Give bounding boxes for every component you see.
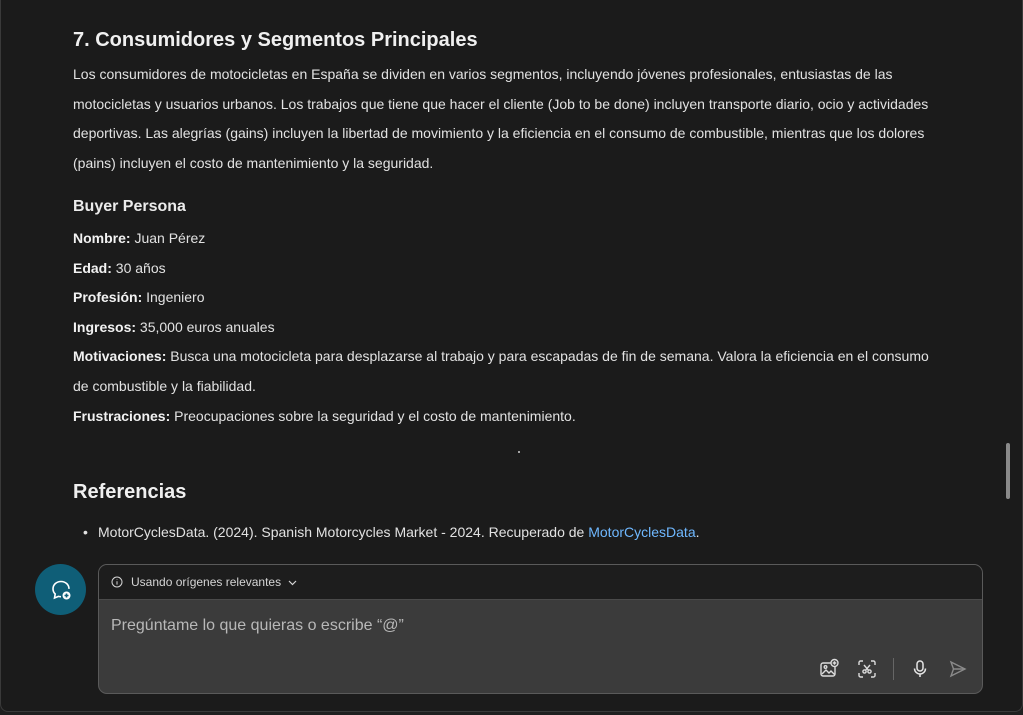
- chevron-down-icon: [287, 577, 298, 588]
- microphone-icon: [910, 659, 930, 679]
- screenshot-button[interactable]: [855, 657, 879, 681]
- toolbar-divider: [893, 658, 894, 680]
- microphone-button[interactable]: [908, 657, 932, 681]
- send-icon: [948, 659, 968, 679]
- section-paragraph: Los consumidores de motocicletas en España se dividen en varios segmentos, incluyendo jóvenes profesionales, entusiastas de las motocicletas y usuarios urbanos. Los trabajos que tiene que hacer el cliente (Job to be done) incluyen transporte diario, ocio y actividades deportivas. Las alegrías (gains) incluyen la libertad de movimiento y la eficiencia en el consumo de combustible, mientras que los dolores (pains) incluyen el costo de mantenimiento y la seguridad.: [73, 66, 929, 171]
- field-nombre: [73, 224, 973, 254]
- field-label: Frustraciones:: [73, 407, 171, 424]
- field-label: Edad:: [73, 259, 112, 276]
- screenshot-icon: [856, 658, 878, 680]
- field-value: Busca una motocicleta para desplazarse al trabajo y para escapadas de fin de semana. Valora la eficiencia en el consumo de combustible y la fiabilidad.: [73, 348, 929, 394]
- field-label: Profesión:: [73, 289, 143, 306]
- field-label: Nombre:: [73, 230, 131, 246]
- add-image-button[interactable]: [817, 657, 841, 681]
- new-chat-icon: [49, 578, 73, 602]
- field-ingresos: [73, 313, 973, 343]
- send-button[interactable]: [946, 657, 970, 681]
- field-value: 30 años: [111, 259, 166, 276]
- field-frustraciones: [73, 402, 973, 432]
- reference-link[interactable]: MotorCyclesData: [588, 524, 696, 540]
- field-value: Juan Pérez: [130, 230, 206, 246]
- reference-end: .: [695, 524, 700, 540]
- field-label: Ingresos:: [73, 318, 137, 335]
- field-value: 35,000 euros anuales: [136, 318, 275, 335]
- references-title: Referencias: [73, 481, 187, 503]
- info-icon: [111, 576, 123, 588]
- add-image-icon: [818, 658, 840, 680]
- field-label: Motivaciones:: [73, 348, 167, 365]
- reference-item: [83, 521, 700, 543]
- separator-dot: [518, 451, 520, 453]
- field-edad: [73, 254, 973, 284]
- field-motivaciones: [73, 342, 933, 401]
- sources-selector[interactable]: [99, 565, 982, 600]
- reference-text: MotorCyclesData. (2024). Spanish Motorcycles Market - 2024. Recuperado de: [98, 524, 589, 540]
- sources-label: Usando orígenes relevantes: [131, 575, 282, 589]
- field-value: Ingeniero: [142, 289, 205, 306]
- composer-toolbar: [803, 657, 970, 681]
- scrollbar-thumb[interactable]: [1006, 443, 1010, 499]
- chat-input[interactable]: Pregúntame lo que quieras o escribe “@”: [111, 617, 404, 634]
- buyer-persona-title: Buyer Persona: [73, 198, 186, 215]
- chat-composer: [98, 564, 983, 694]
- new-chat-button[interactable]: [35, 564, 86, 615]
- bullet: •: [83, 524, 88, 540]
- response-content: [73, 26, 973, 431]
- field-profesion: [73, 283, 973, 313]
- field-value: Preocupaciones sobre la seguridad y el costo de mantenimiento.: [170, 407, 576, 424]
- section-title: 7. Consumidores y Segmentos Principales: [73, 29, 478, 51]
